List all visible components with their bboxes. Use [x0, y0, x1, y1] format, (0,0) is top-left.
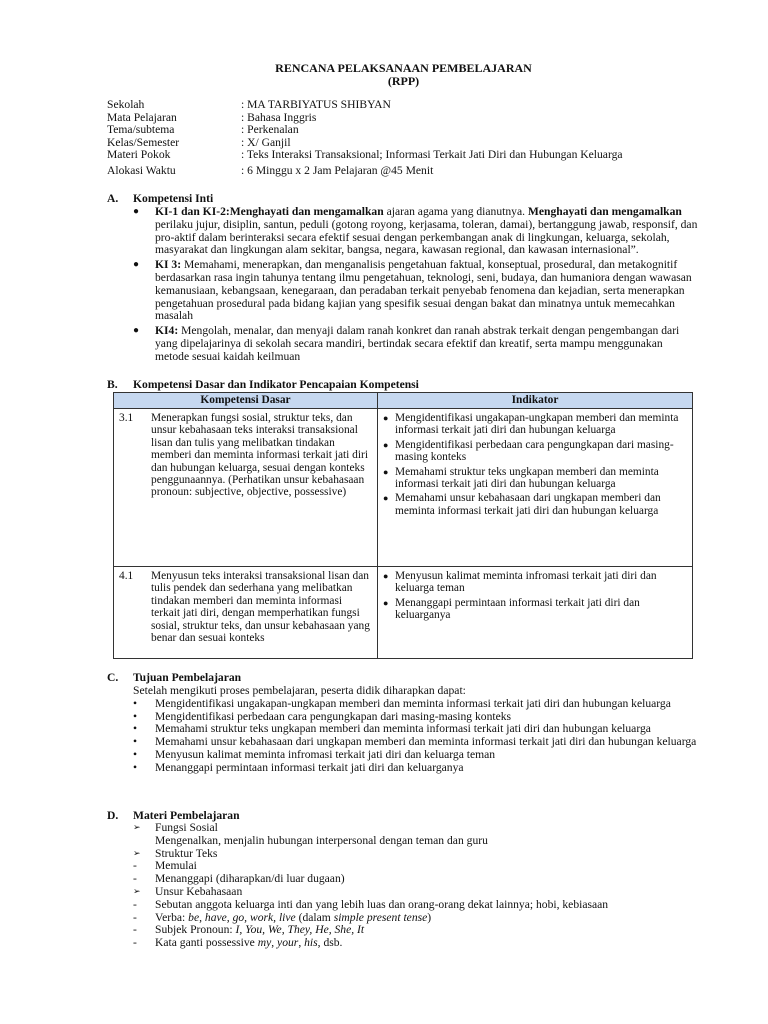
title-line-2: (RPP) [387, 74, 420, 88]
tujuan-intro: Setelah mengikuti proses pembelajaran, peserta didik diharapkan dapat: [133, 684, 466, 697]
list-item: • Memahami struktur teks ungkapan memberi dan meminta informasi terkait jati diri dan hubungan keluarga [133, 722, 651, 736]
kompetensi-inti-list [133, 206, 699, 364]
identity-value: : Perkenalan [241, 123, 299, 137]
list-item: • Mengidentifikasi perbedaan cara pengungkapan dari masing-masing konteks [133, 709, 512, 723]
identity-label: Alokasi Waktu [107, 163, 176, 177]
dash-bullet: - [133, 923, 137, 937]
list-item: • Mengidentifikasi ungakapan-ungkapan memberi dan meminta informasi terkait jati diri dan hubungan keluarga [133, 696, 671, 710]
bullet-icon: ● [133, 259, 140, 271]
bullet-icon: ● [383, 466, 389, 477]
dash-bullet: - [133, 872, 137, 886]
identity-label: Mata Pelajaran [107, 110, 177, 124]
bullet-icon: • [133, 760, 138, 774]
table-header-indicator: Indikator [378, 393, 693, 409]
bullet-icon: ● [383, 597, 389, 608]
dash-bullet: - [133, 910, 137, 924]
bullet-icon: • [133, 747, 138, 761]
list-item: • Menyusun kalimat meminta infromasi terkait jati diri dan keluarga teman [133, 747, 496, 761]
bullet-icon: ● [133, 206, 140, 217]
identity-value: : Bahasa Inggris [241, 110, 317, 124]
identity-block [107, 99, 623, 178]
bullet-icon: • [133, 696, 138, 710]
dash-bullet: - [133, 936, 137, 950]
list-item: • Menanggapi permintaan informasi terkait jati diri dan keluarganya [133, 760, 464, 774]
table-row [114, 409, 693, 567]
section-c-heading: C. Tujuan Pembelajaran [107, 671, 242, 684]
materi-list: ➢ Fungsi Sosial Mengenalkan, menjalin hubungan interpersonal dengan teman dan guru ➢ Struktur Teks - Memulai - Menanggapi (diharapkan/di luar dugaan) ➢ Unsur Kebahasaan - Sebutan anggota keluarga inti dan yang lebih luas dan orang-orang dekat lainnya; hobi, kebiasaan - Verba: be, have, go, work, live (dalam simple present tense) - Subjek Pronoun: I, You, We, They, He, She, It - Kata ganti possessive my, your, his, dsb. [133, 821, 609, 950]
ki-item: ● KI4: Mengolah, menalar, dan menyaji dalam ranah konkret dan ranah abstrak terkait dengan pengembangan dari yang dipelajarinya di sekolah secara mandiri, bertindak secara efektif dan kreatif, serta mampu menggunakan metode sesuai kaidah keilmuan [133, 324, 680, 363]
identity-value: : MA TARBIYATUS SHIBYAN [241, 98, 391, 111]
bullet-icon: • [133, 722, 138, 736]
bullet-icon: • [133, 709, 138, 723]
section-b-heading: B. Kompetensi Dasar dan Indikator Pencapaian Kompetensi [107, 378, 419, 391]
section-a-heading: A. Kompetensi Inti [107, 192, 214, 205]
dash-bullet: - [133, 859, 137, 873]
ki-item: ● KI 3: Memahami, menerapkan, dan menganalisis pengetahuan faktual, konseptual, prosedural, dan metakognitif berdasarkan rasa ingin tahunya tentang ilmu pengetahuan, teknologi, seni, budaya, dan humaniora dengan wawasan kemanusiaan, kebangsaan, kenegaraan, dan peradaban terkait penyebab fenomena dan kejadian, serta menerapkan pengetahuan prosedural pada bidang kajian yang spesifik sesuai dengan bakat dan minatnya untuk memecahkan masalah [133, 258, 692, 323]
title-line-1: RENCANA PELAKSANAAN PEMBELAJARAN [275, 61, 532, 75]
bullet-icon: ● [383, 413, 389, 423]
bullet-icon: ● [133, 325, 140, 337]
identity-value: : 6 Minggu x 2 Jam Pelajaran @45 Menit [241, 163, 434, 177]
tujuan-list [133, 685, 703, 775]
section-d-heading: D. Materi Pembelajaran [107, 809, 240, 822]
arrow-bullet-icon: ➢ [133, 823, 141, 833]
bullet-icon: ● [383, 571, 389, 581]
bullet-icon: • [133, 735, 138, 749]
arrow-bullet-icon: ➢ [133, 886, 141, 897]
table-row [114, 567, 693, 659]
identity-label: Kelas/Semester [107, 135, 180, 149]
identity-label: Materi Pokok [107, 148, 171, 162]
bullet-icon: ● [383, 439, 389, 450]
kd-indicator-table [113, 392, 693, 659]
indicator-cell: ● Menyusun kalimat meminta infromasi terkait jati diri dan keluarga teman ● Menanggapi permintaan informasi terkait jati diri dan keluarganya [378, 567, 693, 659]
dash-bullet: - [133, 897, 137, 911]
identity-label: Tema/subtema [107, 123, 175, 137]
list-item: • Memahami unsur kebahasaan dari ungkapan memberi dan meminta informasi terkait jati diri dan hubungan keluarga [133, 735, 697, 749]
bullet-icon: ● [383, 493, 389, 504]
identity-label: Sekolah [107, 98, 145, 111]
table-header-kd: Kompetensi Dasar [114, 393, 378, 409]
identity-value: : Teks Interaksi Transaksional; Informasi Terkait Jati Diri dan Hubungan Keluarga [241, 148, 623, 162]
ki-item: ● KI-1 dan KI-2:Menghayati dan mengamalkan ajaran agama yang dianutnya. Menghayati dan mengamalkan perilaku jujur, disiplin, santun, peduli (gotong royong, kerjasama, toleran, damai), bertanggung jawab, responsif, dan pro-aktif dalam berinteraksi secara efektif sesuai dengan perkembangan anak di lingkungan, keluarga, sekolah, masyarakat dan lingkungan alam sekitar, bangsa, negara, kawasan regional, dan kawasan internasional”. [133, 205, 698, 257]
arrow-bullet-icon: ➢ [133, 848, 141, 859]
document-title [0, 62, 768, 88]
kd-cell: 4.1 Menyusun teks interaksi transaksional lisan dan tulis pendek dan sederhana yang melibatkan tindakan memberi dan meminta informasi terkait jati diri, dengan memperhatikan fungsi sosial, struktur teks, dan unsur kebahasaan yang benar dan sesuai konteks [114, 567, 378, 659]
indicator-cell: ● Mengidentifikasi ungakapan-ungkapan memberi dan meminta informasi terkait jati diri dan hubungan keluarga ● Mengidentifikasi perbedaan cara pengungkapan dari masing-masing konteks ● Memahami struktur teks ungkapan memberi dan meminta informasi terkait jati diri dan hubungan keluarga ● Memahami unsur kebahasaan dari ungkapan memberi dan meminta informasi terkait jati diri dan hubungan keluarga [378, 409, 693, 567]
kd-cell: 3.1 Menerapkan fungsi sosial, struktur teks, dan unsur kebahasaan teks interaksi transaksional lisan dan tulis yang melibatkan tindakan memberi dan meminta informasi terkait jati diri dan hubungan keluarga, sesuai dengan konteks penggunaannya. (Perhatikan unsur kebahasaan pronoun: subjective, objective, possessive) [114, 409, 378, 567]
identity-value: : X/ Ganjil [241, 135, 291, 149]
